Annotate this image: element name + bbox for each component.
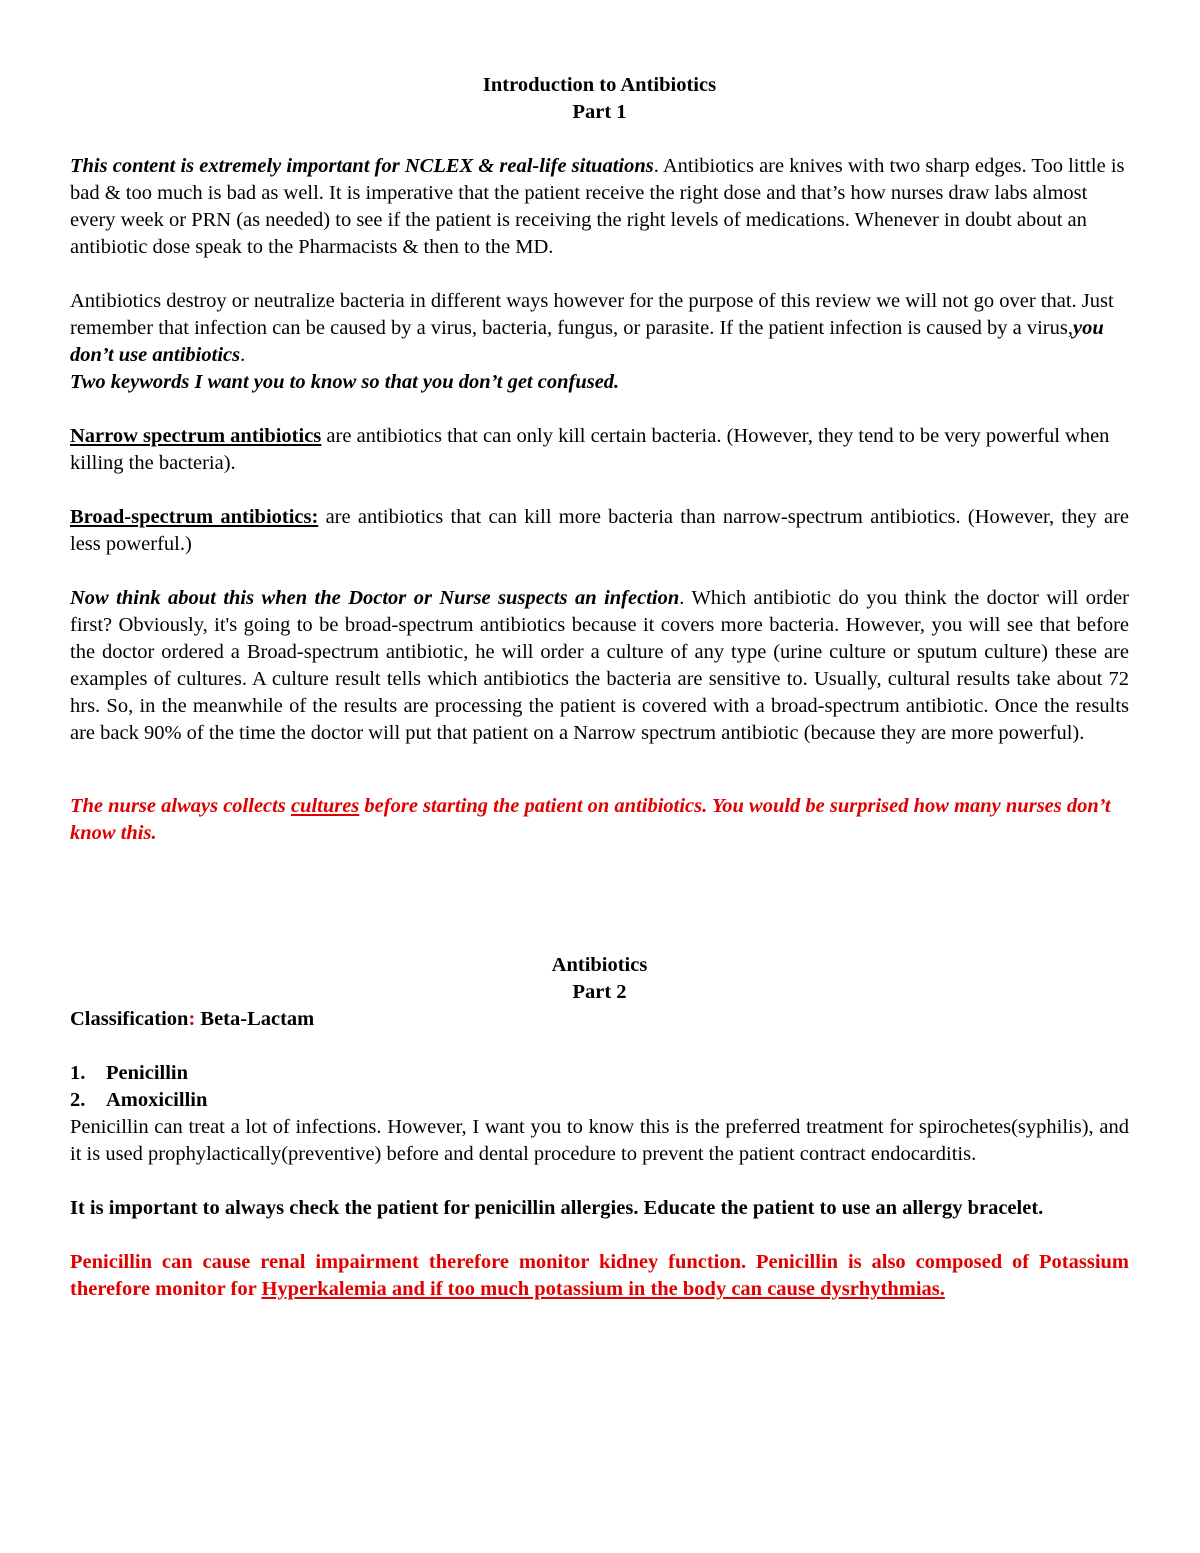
renal-warning bbox=[70, 1249, 1129, 1303]
intro-text: . Antibiotics are knives with two sharp edges. Too little is bad & too much is bad as well. It is imperative that the patient receive the right dose and that’s how nurses draw labs almost every week or PRN (as needed) to see if the patient is receiving the right levels of medications. Whenever in doubt about an antibiotic dose speak to the Pharmacists & then to the MD. bbox=[70, 155, 1125, 258]
part2-subtitle: Part 2 bbox=[572, 981, 627, 1003]
intro-emphasis: This content is extremely important for NCLEX & real-life situations bbox=[70, 155, 654, 177]
part1-title: Introduction to Antibiotics bbox=[482, 74, 717, 96]
classification-value: Beta-Lactam bbox=[195, 1008, 315, 1030]
drug-name: Penicillin bbox=[106, 1062, 188, 1084]
list-number: 2. bbox=[70, 1089, 86, 1111]
classification-label: Classification bbox=[70, 1008, 189, 1030]
narrow-spectrum-paragraph bbox=[70, 423, 1129, 477]
classification-colon: : bbox=[188, 1008, 196, 1030]
list-item bbox=[70, 1060, 1129, 1087]
culture-text: . Which antibiotic do you think the doctor will order first? Obviously, it's going to be broad-spectrum antibiotics because it covers more bacteria. However, you will see that before the doctor ordered a Broad-spectrum antibiotic, he will order a culture of any type (urine culture or sputum culture) these are examples of cultures. A culture result tells which antibiotics the bacteria are sensitive to. Usually, cultural results take about 72 hrs. So, in the meanwhile of the results are processing the patient is covered with a broad-spectrum antibiotic. Once the results are back 90% of the time the doctor will put that patient on a Narrow spectrum antibiotic (because they are more powerful). bbox=[70, 587, 1129, 744]
infection-paragraph bbox=[70, 288, 1129, 369]
document-page bbox=[70, 72, 1129, 1303]
classification-line bbox=[70, 1006, 1129, 1033]
keywords-heading: Two keywords I want you to know so that you don’t get confused. bbox=[70, 371, 620, 393]
broad-spectrum-term: Broad-spectrum antibiotics: bbox=[70, 506, 319, 528]
part2-title: Antibiotics bbox=[551, 954, 648, 976]
infection-text: Antibiotics destroy or neutralize bacteria in different ways however for the purpose of this review we will not go over that. Just remember that infection can be caused by a virus, bacteria, fungus, or parasite. If the patient infection is caused by a virus, bbox=[70, 290, 1114, 339]
narrow-spectrum-text: are antibiotics that can only kill certain bacteria. (However, they tend to be very powerful when killing the bacteria). bbox=[70, 425, 1110, 474]
part1-subtitle: Part 1 bbox=[572, 101, 627, 123]
intro-paragraph bbox=[70, 153, 1129, 261]
list-item bbox=[70, 1087, 1129, 1114]
hyperkalemia-underlined: Hyperkalemia and if too much potassium in the body can cause dysrhythmias. bbox=[261, 1278, 945, 1300]
cultures-underlined: cultures bbox=[290, 795, 360, 817]
nurse-warning-a: The nurse always collects bbox=[70, 795, 291, 817]
broad-spectrum-paragraph bbox=[70, 504, 1129, 558]
drug-name: Amoxicillin bbox=[106, 1089, 208, 1111]
no-antibiotics-emphasis: you don’t use antibiotics bbox=[70, 317, 1104, 366]
drug-list bbox=[70, 1060, 1129, 1114]
broad-spectrum-text: are antibiotics that can kill more bacteria than narrow-spectrum antibiotics. (However, they are less powerful.) bbox=[70, 506, 1129, 555]
infection-end: . bbox=[240, 344, 246, 366]
allergy-warning: It is important to always check the patient for penicillin allergies. Educate the patient to use an allergy bracelet. bbox=[70, 1197, 1044, 1219]
narrow-spectrum-term: Narrow spectrum antibiotics bbox=[70, 425, 322, 447]
nurse-warning-b: before starting the patient on antibiotics. You would be surprised how many nurses don’t know this. bbox=[70, 795, 1111, 844]
list-number: 1. bbox=[70, 1062, 86, 1084]
renal-warning-text: Penicillin can cause renal impairment therefore monitor kidney function. Penicillin is also composed of Potassium therefore monitor for bbox=[70, 1251, 1129, 1300]
penicillin-paragraph: Penicillin can treat a lot of infections. However, I want you to know this is the preferred treatment for spirochetes(syphilis), and it is used prophylactically(preventive) before and dental procedure to prevent the patient contract endocarditis. bbox=[70, 1116, 1129, 1165]
nurse-cultures-warning bbox=[70, 793, 1129, 847]
think-emphasis: Now think about this when the Doctor or Nurse suspects an infection bbox=[70, 587, 680, 609]
culture-paragraph bbox=[70, 585, 1129, 747]
